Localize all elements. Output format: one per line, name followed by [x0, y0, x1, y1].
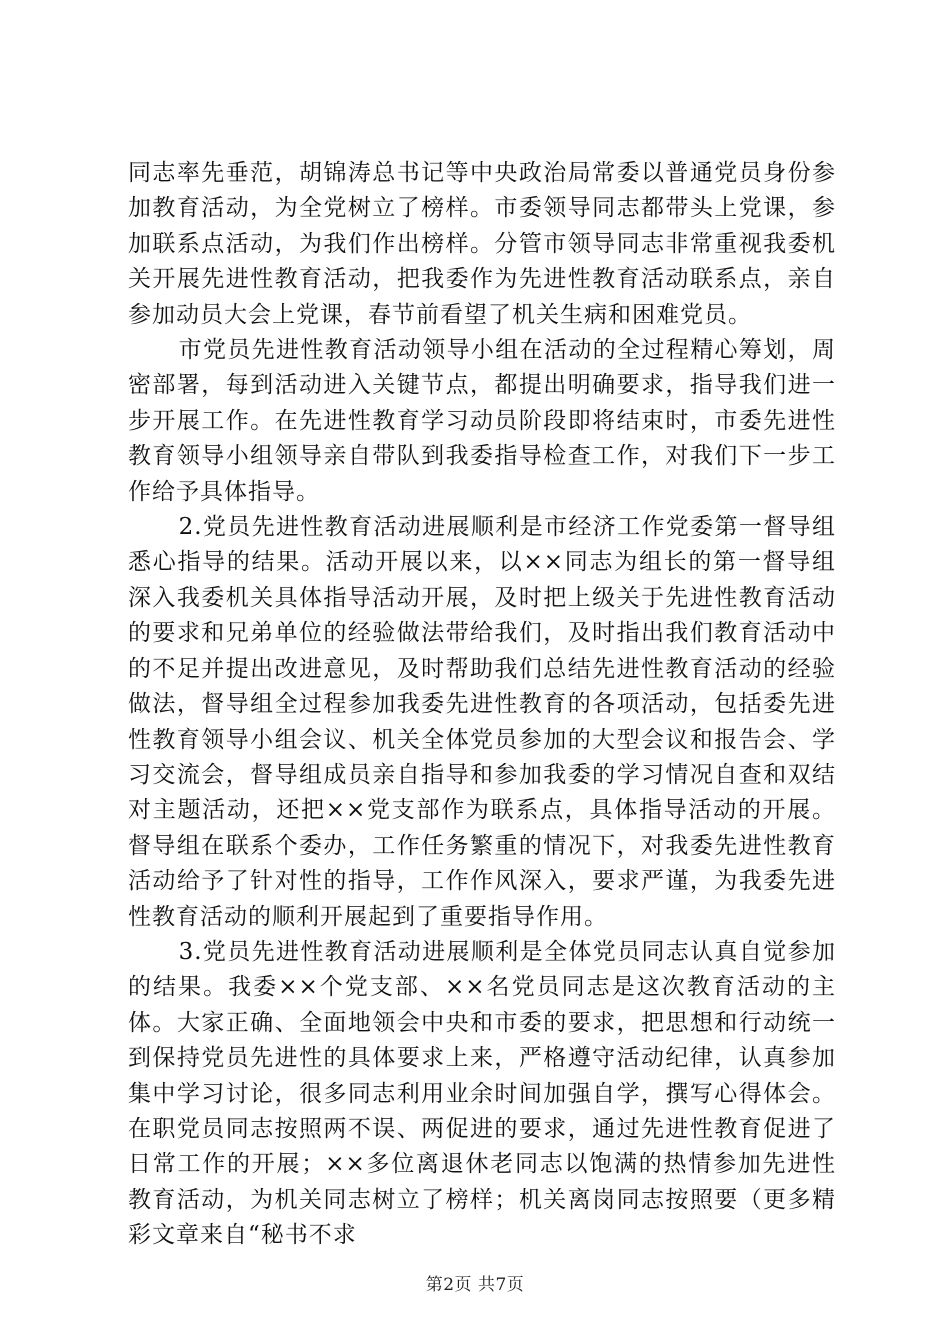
paragraph-leadership-group: 市党员先进性教育活动领导小组在活动的全过程精心筹划，周密部署，每到活动进入关键节点，都提出明确要求，指导我们进一步开展工作。在先进性教育学习动员阶段即将结束时，市委先进性教育领导小组领导亲自带队到我委指导检查工作，对我们下一步工作给予具体指导。 [128, 337, 836, 505]
page-number-footer: 第2页 共7页 [425, 1275, 525, 1295]
paragraph-point-3: 3.党员先进性教育活动进展顺利是全体党员同志认真自觉参加的结果。我委××个党支部、××名党员同志是这次教育活动的主体。大家正确、全面地领会中央和市委的要求，把思想和行动统一到保持党员先进性的具体要求上来，严格遵守活动纪律，认真参加集中学习讨论，很多同志利用业余时间加强自学，撰写心得体会。在职党员同志按照两不误、两促进的要求，通过先进性教育促进了日常工作的开展；××多位离退休老同志以饱满的热情参加先进性教育活动，为机关同志树立了榜样；机关离岗同志按照要（更多精彩文章来自“秘书不求 [128, 938, 836, 1249]
paragraph-point-2: 2.党员先进性教育活动进展顺利是市经济工作党委第一督导组悉心指导的结果。活动开展以来，以××同志为组长的第一督导组深入我委机关具体指导活动开展，及时把上级关于先进性教育活动的要求和兄弟单位的经验做法带给我们，及时指出我们教育活动中的不足并提出改进意见，及时帮助我们总结先进性教育活动的经验做法，督导组全过程参加我委先进性教育的各项活动，包括委先进性教育领导小组会议、机关全体党员参加的大型会议和报告会、学习交流会，督导组成员亲自指导和参加我委的学习情况自查和双结对主题活动，还把××党支部作为联系点，具体指导活动的开展。督导组在联系个委办，工作任务繁重的情况下，对我委先进性教育活动给予了针对性的指导，工作作风深入，要求严谨，为我委先进性教育活动的顺利开展起到了重要指导作用。 [128, 514, 836, 930]
paragraph-continuation: 同志率先垂范，胡锦涛总书记等中央政治局常委以普通党员身份参加教育活动，为全党树立了榜样。市委领导同志都带头上党课，参加联系点活动，为我们作出榜样。分管市领导同志非常重视我委机关开展先进性教育活动，把我委作为先进性教育活动联系点，亲自参加动员大会上党课，春节前看望了机关生病和困难党员。 [128, 160, 836, 328]
document-body [128, 156, 836, 1254]
